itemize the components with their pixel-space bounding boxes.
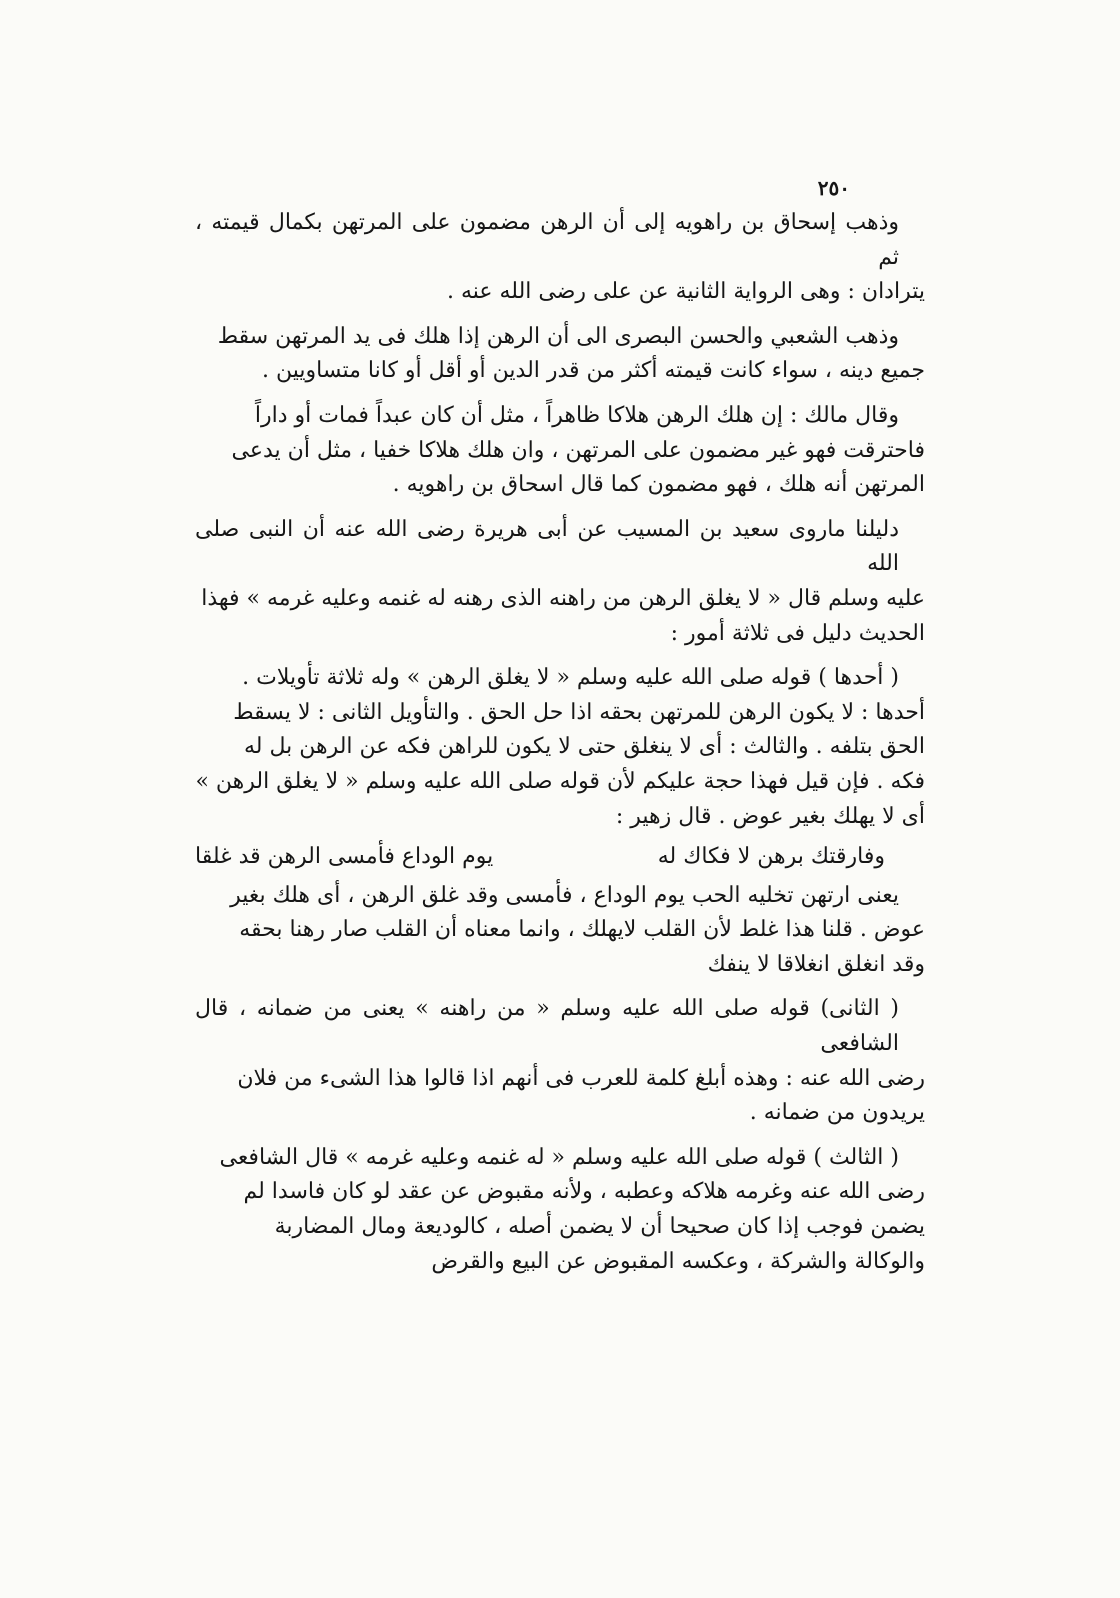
- body-text: [195, 206, 925, 1289]
- text-line: دليلنا ماروى سعيد بن المسيب عن أبى هريرة رضى الله عنه أن النبى صلى الله: [195, 516, 899, 577]
- paragraph-2: [195, 320, 925, 389]
- text-line: رضى الله عنه وغرمه هلاكه وعطبه ، ولأنه مقبوض عن عقد لو كان فاسدا لم: [243, 1179, 925, 1205]
- text-line: الحق بتلفه . والثالث : أى لا ينغلق حتى لا يكون للراهن فكه عن الرهن بل له: [243, 734, 925, 760]
- text-line: أحدها : لا يكون الرهن للمرتهن بحقه اذا حل الحق . والتأويل الثانى : لا يسقط: [233, 699, 925, 725]
- text-line: وذهب الشعبي والحسن البصرى الى أن الرهن إذا هلك فى يد المرتهن سقط: [217, 323, 899, 349]
- text-line: جميع دينه ، سواء كانت قيمته أكثر من قدر الدين أو أقل أو كانا متساويين .: [262, 358, 925, 384]
- text-line: ( الثانى) قوله صلى الله عليه وسلم « من راهنه » يعنى من ضمانه ، قال الشافعى: [195, 996, 899, 1057]
- text-line: ( الثالث ) قوله صلى الله عليه وسلم « له غنمه وعليه غرمه » قال الشافعى: [219, 1144, 899, 1170]
- text-line: فاحترقت فهو غير مضمون على المرتهن ، وان هلك هلاكا خفيا ، مثل أن يدعى: [231, 437, 925, 463]
- paragraph-4: [195, 513, 925, 651]
- text-line: وقال مالك : إن هلك الرهن هلاكا ظاهراً ، مثل أن كان عبداً فمات أو داراً: [254, 402, 899, 428]
- text-line: رضى الله عنه : وهذه أبلغ كلمة للعرب فى أنهم اذا قالوا هذا الشىء من فلان: [237, 1065, 925, 1091]
- text-line: والوكالة والشركة ، وعكسه المقبوض عن البيع والقرض: [431, 1248, 925, 1274]
- text-line: عوض . قلنا هذا غلط لأن القلب لايهلك ، وانما معناه أن القلب صار رهنا بحقه: [239, 917, 925, 943]
- text-line: المرتهن أنه هلك ، فهو مضمون كما قال اسحاق بن راهويه .: [392, 472, 925, 498]
- page-number: ٢٥٠: [817, 176, 850, 200]
- paragraph-3: [195, 399, 925, 503]
- poem-second-hemistich: يوم الوداع فأمسى الرهن قد غلقا: [195, 844, 494, 870]
- poem-verse: [195, 840, 925, 875]
- paragraph-5: [195, 661, 925, 834]
- paragraph-1: [195, 206, 925, 310]
- paragraph-7: [195, 992, 925, 1130]
- text-line: يترادان : وهى الرواية الثانية عن على رضى الله عنه .: [446, 279, 925, 305]
- text-line: يعنى ارتهن تخليه الحب يوم الوداع ، فأمسى وقد غلق الرهن ، أى هلك بغير: [230, 882, 899, 908]
- text-line: الحديث دليل فى ثلاثة أمور :: [670, 620, 925, 646]
- poem-first-hemistich: وفارقتك برهن لا فكاك له: [657, 844, 885, 870]
- text-line: ( أحدها ) قوله صلى الله عليه وسلم « لا يغلق الرهن » وله ثلاثة تأويلات .: [242, 665, 899, 691]
- paragraph-8: [195, 1141, 925, 1279]
- text-line: عليه وسلم قال « لا يغلق الرهن من راهنه الذى رهنه له غنمه وعليه غرمه » فهذا: [201, 585, 925, 611]
- text-line: يضمن فوجب إذا كان صحيحا أن لا يضمن أصله ، كالوديعة ومال المضاربة: [274, 1214, 925, 1240]
- text-line: يريدون من ضمانه .: [749, 1100, 925, 1126]
- text-line: فكه . فإن قيل فهذا حجة عليكم لأن قوله صلى الله عليه وسلم « لا يغلق الرهن »: [195, 768, 925, 794]
- text-line: أى لا يهلك بغير عوض . قال زهير :: [615, 803, 925, 829]
- text-line: وقد انغلق انغلاقا لا ينفك: [707, 951, 925, 977]
- paragraph-6: [195, 879, 925, 983]
- text-line: وذهب إسحاق بن راهويه إلى أن الرهن مضمون على المرتهن بكمال قيمته ، ثم: [195, 210, 899, 270]
